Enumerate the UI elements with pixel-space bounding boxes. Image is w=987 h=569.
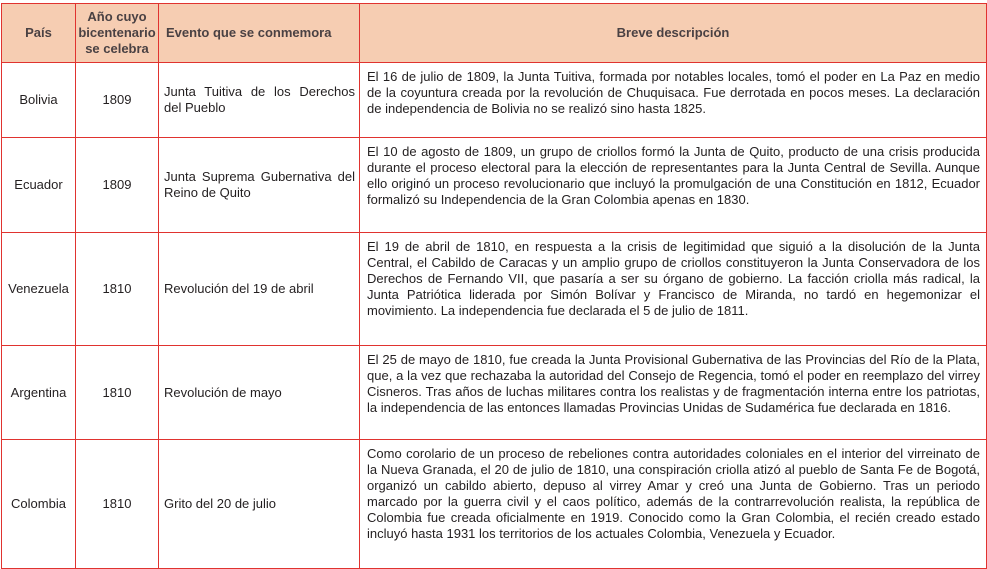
header-country: País xyxy=(2,4,76,63)
year-cell: 1810 xyxy=(76,346,159,440)
event-cell: Grito del 20 de julio xyxy=(159,440,360,569)
table-row xyxy=(2,346,987,440)
event-cell: Revolución del 19 de abril xyxy=(159,233,360,346)
header-event: Evento que se conmemora xyxy=(159,4,360,63)
table-row xyxy=(2,440,987,569)
header-year-line2: bicentenario xyxy=(78,25,156,40)
year-cell: 1810 xyxy=(76,233,159,346)
header-year-line1: Año cuyo xyxy=(87,9,147,24)
header-year xyxy=(76,4,159,63)
event-cell: Junta Suprema Gubernativa del Reino de Quito xyxy=(159,138,360,233)
country-cell: Bolivia xyxy=(2,63,76,138)
year-cell: 1810 xyxy=(76,440,159,569)
description-cell: El 16 de julio de 1809, la Junta Tuitiva, formada por notables locales, tomó el poder en La Paz en medio de la coyuntura creada por la revolución de Chuquisaca. Fue derrotada en pocos meses. La declaración de independencia de Bolivia no se realizó sino hasta 1825. xyxy=(360,63,987,138)
year-cell: 1809 xyxy=(76,63,159,138)
country-cell: Venezuela xyxy=(2,233,76,346)
description-cell: El 25 de mayo de 1810, fue creada la Junta Provisional Gubernativa de las Provincias del Río de la Plata, que, a la vez que rechazaba la autoridad del Consejo de Regencia, tomó el poder en reemplazo del virrey Cisneros. Tras años de luchas militares contra los realistas y de fragmentación interna entre los patriotas, la independencia de las entonces llamadas Provincias Unidas de Sudamérica fue declarada en 1816. xyxy=(360,346,987,440)
table-row xyxy=(2,233,987,346)
table-row xyxy=(2,138,987,233)
bicentennial-table xyxy=(1,3,987,569)
event-cell: Revolución de mayo xyxy=(159,346,360,440)
table-header xyxy=(2,4,987,63)
event-cell: Junta Tuitiva de los Derechos del Pueblo xyxy=(159,63,360,138)
header-description: Breve descripción xyxy=(360,4,987,63)
country-cell: Ecuador xyxy=(2,138,76,233)
country-cell: Argentina xyxy=(2,346,76,440)
description-cell: El 10 de agosto de 1809, un grupo de criollos formó la Junta de Quito, producto de una crisis producida durante el proceso electoral para la elección de representantes para la Junta Central de Sevilla. Aunque ello originó un proceso revolucionario que incluyó la promulgación de una Constitución en 1812, Ecuador formalizó su Independencia de la Gran Colombia apenas en 1830. xyxy=(360,138,987,233)
table-row xyxy=(2,63,987,138)
description-cell: Como corolario de un proceso de rebeliones contra autoridades coloniales en el interior del virreinato de la Nueva Granada, el 20 de julio de 1810, una conspiración criolla atizó al pueblo de Santa Fe de Bogotá, organizó un cabildo abierto, depuso al virrey Amar y creó una Junta de Gobierno. Tras un periodo marcado por la guerra civil y el caos político, además de la contrarrevolución realista, la república de Colombia fue creada oficialmente en 1919. Conocido como la Gran Colombia, el recién creado estado incluyó hasta 1931 los territorios de los actuales Colombia, Venezuela y Ecuador. xyxy=(360,440,987,569)
year-cell: 1809 xyxy=(76,138,159,233)
header-row xyxy=(2,4,987,63)
table-body xyxy=(2,63,987,569)
header-year-line3: se celebra xyxy=(85,41,149,56)
country-cell: Colombia xyxy=(2,440,76,569)
description-cell: El 19 de abril de 1810, en respuesta a la crisis de legitimidad que siguió a la disolución de la Junta Central, el Cabildo de Caracas y un amplio grupo de criollos constituyeron la Junta Conservadora de los Derechos de Fernando VII, que pasaría a ser su órgano de gobierno. La facción criolla más radical, la Junta Patriótica liderada por Simón Bolívar y Francisco de Miranda, no tardó en hegemonizar el movimiento. La independencia fue declarada el 5 de julio de 1811. xyxy=(360,233,987,346)
